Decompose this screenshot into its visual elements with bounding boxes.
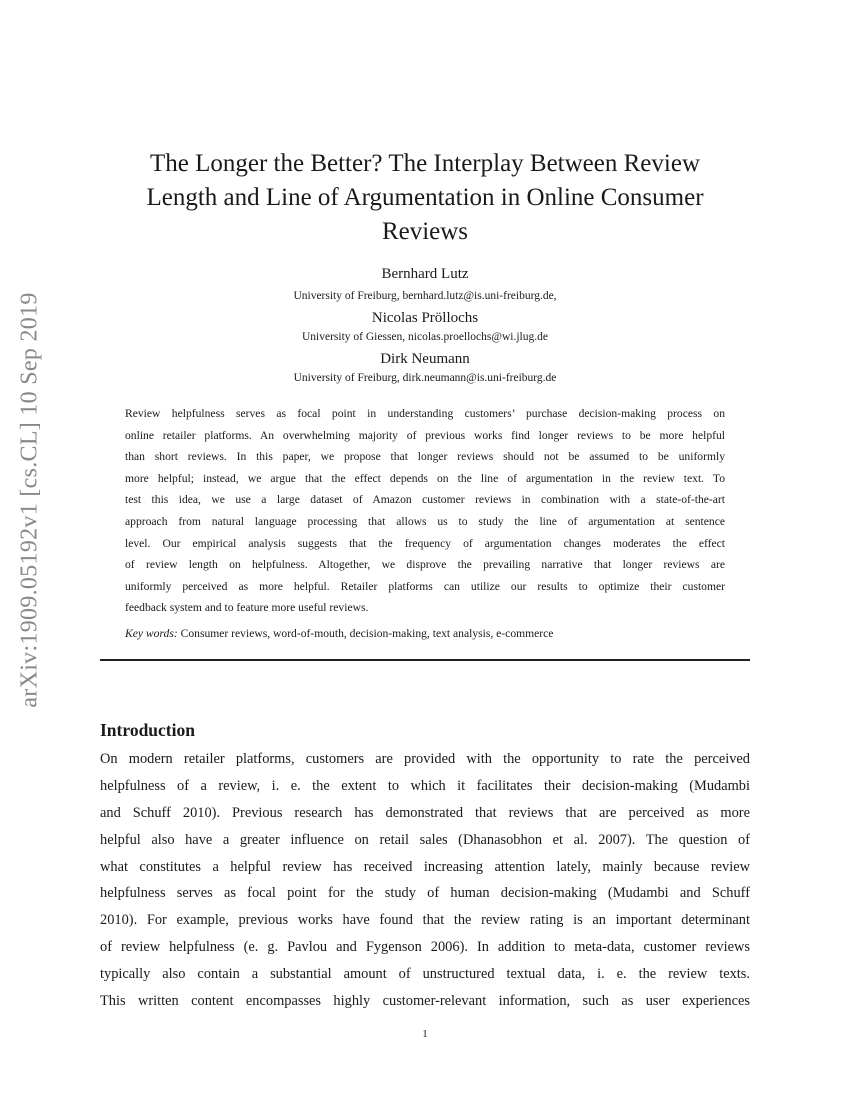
abstract-line: online retailer platforms. An overwhelming majority of previous works find longer reviews to be more helpful (125, 428, 725, 442)
body-line: of review helpfulness (e. g. Pavlou and Fygenson 2006). In addition to meta-data, customer reviews (100, 939, 750, 956)
title-line: The Longer the Better? The Interplay Between Review (149, 150, 700, 177)
author-name: Bernhard Lutz (381, 266, 469, 282)
arxiv-stamp: arXiv:1909.05192v1 [cs.CL] 10 Sep 2019 (16, 292, 43, 708)
section-heading: Introduction (100, 720, 195, 740)
title-line: Reviews (381, 218, 469, 245)
body-line: On modern retailer platforms, customers are provided with the opportunity to rate the perceived (100, 751, 750, 767)
abstract (125, 403, 725, 619)
body-line: 2010). For example, previous works have found that the review rating is an important determinant (100, 912, 750, 929)
abstract-line: feedback system and to feature more useful reviews. (125, 601, 369, 615)
body-line: This written content encompasses highly customer-relevant information, such as user experiences (100, 993, 750, 1010)
body-line: typically also contain a substantial amount of unstructured textual data, i. e. the review texts. (100, 966, 750, 983)
keywords-label: Key words: (125, 627, 178, 640)
abstract-line: test this idea, we use a large dataset of Amazon customer reviews in combination with a state-of-the-art (125, 493, 725, 507)
abstract-line: than short reviews. In this paper, we propose that longer reviews should not be assumed to be uniformly (125, 450, 725, 464)
body-line: helpfulness serves as focal point for the study of human decision-making (Mudambi and Schuff (100, 885, 750, 902)
author-affiliation: University of Freiburg, dirk.neumann@is.uni-freiburg.de (293, 372, 557, 384)
abstract-line: Review helpfulness serves as focal point in understanding customers’ purchase decision-making process on (125, 407, 725, 420)
author-affiliation: University of Freiburg, bernhard.lutz@is.uni-freiburg.de, (293, 290, 557, 302)
section-divider (100, 659, 750, 661)
abstract-line: uniformly perceived as more helpful. Retailer platforms can utilize our results to optimize their customer (125, 579, 725, 593)
abstract-line: of review length on helpfulness. Altogether, we disprove the prevailing narrative that longer reviews are (125, 558, 725, 572)
paper-title (80, 147, 770, 249)
page-number: 1 (422, 1028, 428, 1040)
author-name: Dirk Neumann (380, 351, 470, 367)
keywords (125, 627, 553, 640)
title-line: Length and Line of Argumentation in Online Consumer (146, 184, 704, 211)
intro-paragraph (100, 746, 750, 1015)
abstract-line: approach from natural language processing that allows us to study the line of argumentation at sentence (125, 514, 725, 528)
body-line: what constitutes a helpful review has received increasing attention lately, mainly because review (100, 858, 750, 875)
body-line: helpful also have a greater influence on retail sales (Dhanasobhon et al. 2007). The question of (100, 831, 750, 848)
abstract-line: more helpful; instead, we argue that the effect depends on the line of argumentation in the review text. To (125, 471, 725, 485)
author-name: Nicolas Pröllochs (371, 310, 479, 326)
keywords-text: Consumer reviews, word-of-mouth, decision-making, text analysis, e-commerce (177, 627, 554, 640)
abstract-line: level. Our empirical analysis suggests that the frequency of argumentation changes moderates the effect (125, 536, 725, 550)
body-line: and Schuff 2010). Previous research has demonstrated that reviews that are perceived as more (100, 804, 750, 821)
body-line: helpfulness of a review, i. e. the extent to which it facilitates their decision-making (Mudambi (100, 777, 750, 794)
author-affiliation: University of Giessen, nicolas.proellochs@wi.jlug.de (302, 331, 548, 343)
